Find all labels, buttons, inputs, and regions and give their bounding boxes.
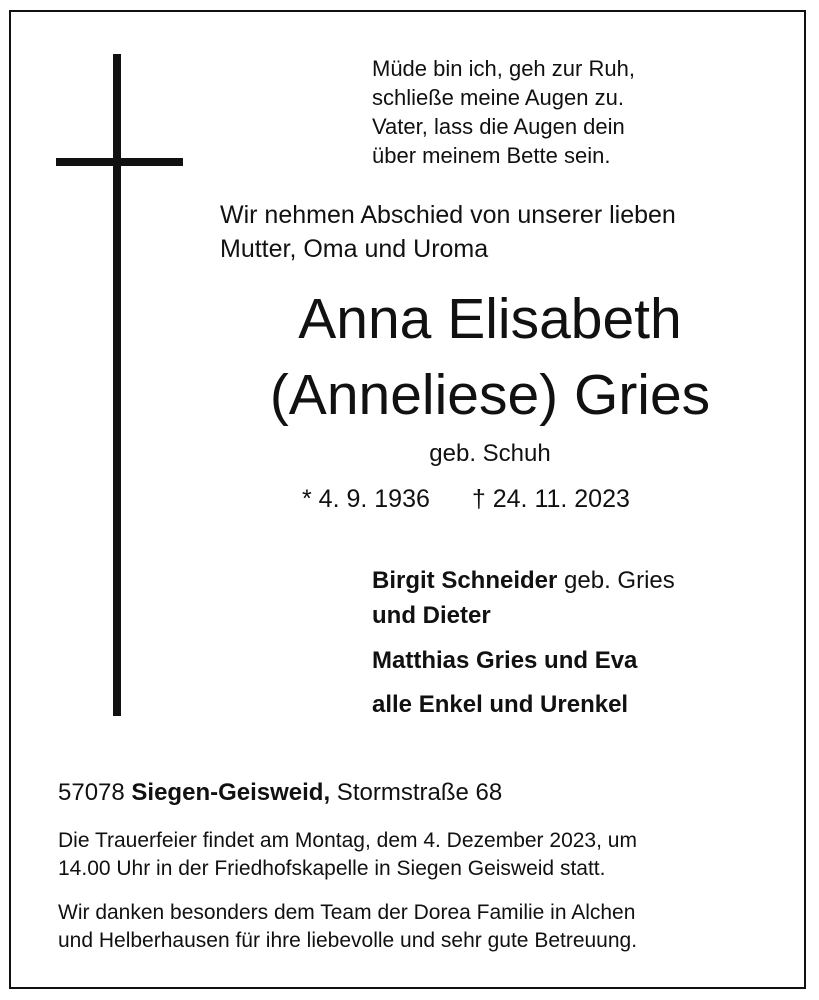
poem xyxy=(372,54,635,170)
family-member xyxy=(372,689,628,721)
address-city: Siegen-Geisweid, xyxy=(131,779,331,806)
address-street: Stormstraße 68 xyxy=(330,779,503,806)
family-member xyxy=(372,600,491,632)
intro-line: Mutter, Oma und Uroma xyxy=(220,235,489,263)
thanks-line: und Helberhausen für ihre liebevolle und sehr gute Betreuung. xyxy=(58,929,638,952)
thanks-line: Wir danken besonders dem Team der Dorea Familie in Alchen xyxy=(58,901,636,924)
poem-line: schließe meine Augen zu. xyxy=(372,85,624,110)
family-member-name: Matthias Gries und Eva xyxy=(372,647,638,674)
intro-text xyxy=(220,198,676,266)
intro-line: Wir nehmen Abschied von unserer lieben xyxy=(220,201,676,229)
poem-line: Vater, lass die Augen dein xyxy=(372,114,625,139)
life-dates xyxy=(302,482,630,516)
family-member-maiden: geb. Gries xyxy=(557,567,675,594)
family-member xyxy=(372,645,637,677)
thanks-notice xyxy=(58,899,637,955)
deceased-name-last: (Anneliese) Gries xyxy=(269,363,711,427)
birth-date: * 4. 9. 1936 xyxy=(302,485,430,513)
funeral-notice xyxy=(58,827,637,883)
funeral-notice-line: 14.00 Uhr in der Friedhofskapelle in Siegen Geisweid statt. xyxy=(58,857,606,880)
poem-line: über meinem Bette sein. xyxy=(372,143,611,168)
family-member-name: und Dieter xyxy=(372,602,491,629)
family-member-name: Birgit Schneider xyxy=(372,567,558,594)
family-member xyxy=(372,565,675,597)
cross-icon-bar xyxy=(56,158,183,166)
deceased-name-first: Anna Elisabeth xyxy=(298,287,682,351)
maiden-name: geb. Schuh xyxy=(429,440,551,467)
poem-line: Müde bin ich, geh zur Ruh, xyxy=(372,56,635,81)
death-date: † 24. 11. 2023 xyxy=(471,485,630,513)
address xyxy=(58,777,502,809)
cross-icon xyxy=(113,54,121,716)
address-postcode: 57078 xyxy=(58,779,132,806)
funeral-notice-line: Die Trauerfeier findet am Montag, dem 4. Dezember 2023, um xyxy=(58,829,637,852)
family-member-name: alle Enkel und Urenkel xyxy=(372,691,629,718)
